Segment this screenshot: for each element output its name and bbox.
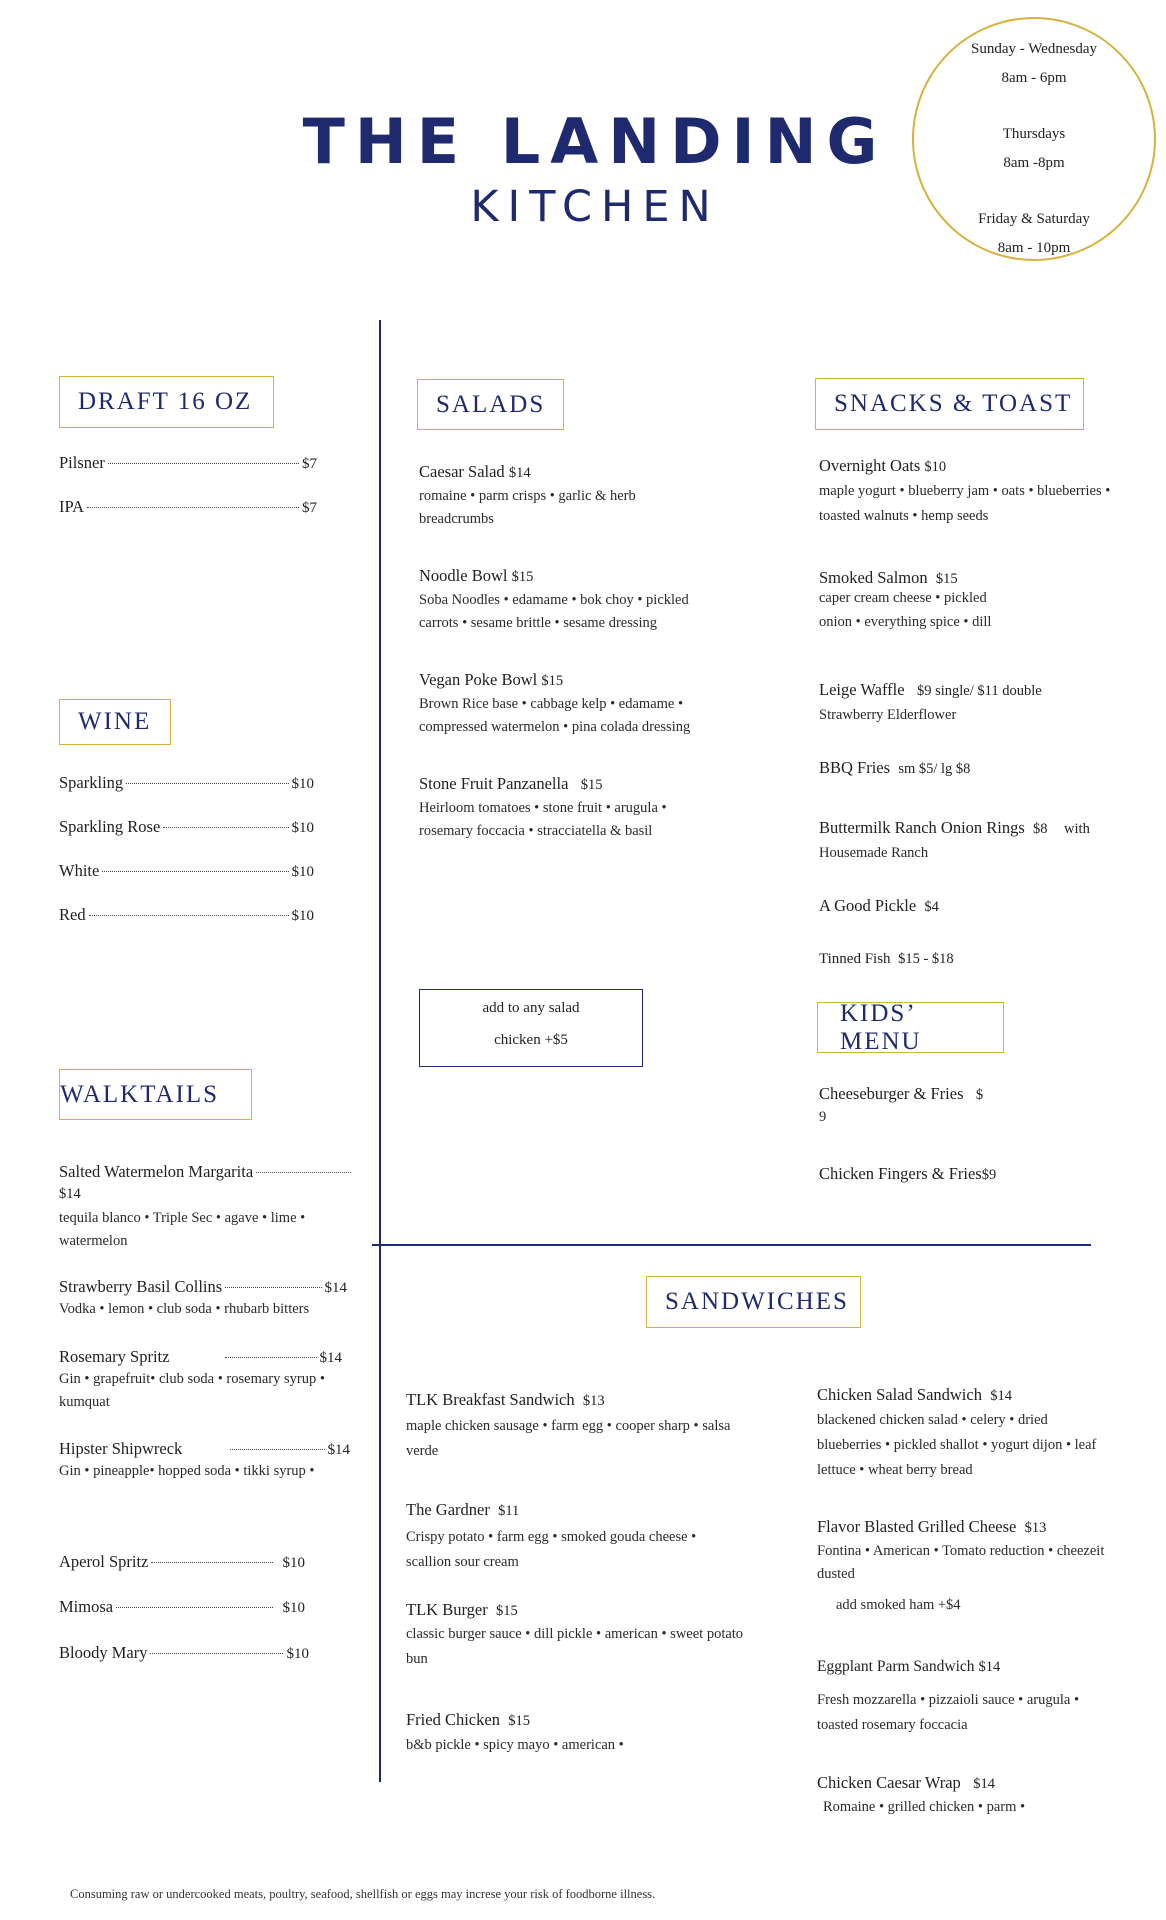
sandwich-item-name — [817, 1773, 995, 1793]
sandwich-name: TLK Burger — [406, 1600, 488, 1619]
salad-price: $15 — [541, 673, 564, 689]
snack-item-desc: onion • everything spice • dill — [819, 614, 992, 630]
wine-item — [59, 905, 314, 925]
leader-dots — [116, 1607, 272, 1608]
walktail-item — [59, 1643, 309, 1663]
sandwich-item-name — [406, 1600, 518, 1620]
salad-item-name — [419, 566, 533, 586]
addon-line-2: chicken +$5 — [494, 1032, 568, 1048]
walktail-item-name: Bloody Mary — [59, 1643, 148, 1662]
sandwich-price: $13 — [582, 1393, 605, 1409]
sandwich-price: $14 — [973, 1776, 995, 1792]
restaurant-title: THE LANDING — [302, 105, 888, 178]
walktail-item-desc: Vodka • lemon • club soda • rhubarb bitters — [59, 1301, 310, 1317]
snack-item-desc: toasted walnuts • hemp seeds — [819, 508, 989, 524]
sandwich-name: Eggplant Parm Sandwich — [817, 1658, 975, 1675]
sandwich-price: $14 — [978, 1659, 1001, 1675]
section-salads-title: SALADS — [417, 379, 564, 430]
snack-extra: with — [1064, 821, 1090, 837]
walktail-item — [59, 1277, 347, 1297]
sandwich-item-name — [817, 1517, 1046, 1537]
walktail-item-name: Salted Watermelon Margarita — [59, 1162, 254, 1181]
hours-days-1: Sunday - Wednesday — [971, 41, 1097, 57]
sandwich-name: Chicken Caesar Wrap — [817, 1773, 961, 1792]
draft-item-name: Pilsner — [59, 453, 105, 472]
walktail-item-desc: watermelon — [59, 1233, 128, 1249]
restaurant-subtitle: KITCHEN — [470, 182, 720, 232]
wine-item — [59, 817, 314, 837]
snack-item-name — [819, 568, 958, 588]
section-draft-title: DRAFT 16 OZ — [59, 376, 274, 428]
leader-dots — [225, 1357, 316, 1358]
sandwich-price: $14 — [990, 1388, 1012, 1404]
allergy-disclaimer: Consuming raw or undercooked meats, poultry, seafood, shellfish or eggs may increse your risk of foodborne illness. — [70, 1887, 656, 1901]
walktail-item — [59, 1597, 305, 1617]
sandwich-item-desc: bun — [406, 1651, 428, 1667]
sandwich-item-desc: toasted rosemary foccacia — [817, 1717, 968, 1733]
walktail-item-name: Hipster Shipwreck — [59, 1439, 183, 1458]
sandwich-name: Chicken Salad Sandwich — [817, 1385, 982, 1404]
walktail-item-price: $14 — [319, 1350, 342, 1366]
salad-item-desc: compressed watermelon • pina colada dressing — [419, 719, 691, 735]
sandwich-item-desc: dusted — [817, 1566, 855, 1582]
draft-item-price: $7 — [302, 500, 317, 516]
sandwich-item-name — [817, 1385, 1012, 1405]
sandwich-item-desc: Romaine • grilled chicken • parm • — [823, 1799, 1026, 1815]
wine-item-price: $10 — [291, 864, 314, 880]
leader-dots — [102, 871, 288, 872]
snack-item-desc: caper cream cheese • pickled — [819, 590, 987, 606]
hours-time-1: 8am - 6pm — [1001, 70, 1067, 86]
walktail-item-price: $10 — [282, 1555, 305, 1571]
sandwich-name: Fried Chicken — [406, 1710, 500, 1729]
sandwich-item-desc: Fresh mozzarella • pizzaioli sauce • arugula • — [817, 1692, 1080, 1708]
sandwich-name: Flavor Blasted Grilled Cheese — [817, 1517, 1017, 1536]
hours-days-3: Friday & Saturday — [978, 211, 1090, 227]
sandwich-item-desc: maple chicken sausage • farm egg • cooper sharp • salsa — [406, 1418, 731, 1434]
sandwich-name: TLK Breakfast Sandwich — [406, 1390, 575, 1409]
snack-name: Tinned Fish — [819, 951, 891, 967]
sandwich-price: $15 — [495, 1603, 518, 1619]
snack-item-name — [819, 680, 1042, 700]
wine-item-name: Sparkling Rose — [59, 817, 161, 836]
leader-dots — [151, 1562, 272, 1563]
draft-item — [59, 497, 317, 517]
leader-dots — [256, 1172, 351, 1173]
salad-item-desc: Heirloom tomatoes • stone fruit • arugula • — [419, 800, 667, 816]
leader-dots — [89, 915, 289, 916]
sandwich-price: $15 — [508, 1713, 530, 1729]
snack-price: $8 — [1033, 821, 1048, 837]
sandwich-item-desc: blackened chicken salad • celery • dried — [817, 1412, 1048, 1428]
snack-name: A Good Pickle — [819, 896, 917, 915]
snack-price: $9 single/ $11 double — [916, 683, 1042, 699]
wine-item-name: Sparkling — [59, 773, 124, 792]
salad-item-desc: Soba Noodles • edamame • bok choy • pickled — [419, 592, 689, 608]
snack-price: $15 — [935, 571, 958, 587]
sandwich-item-desc: blueberries • pickled shallot • yogurt dijon • leaf — [817, 1437, 1097, 1453]
walktail-item-price: $14 — [59, 1186, 81, 1202]
walktail-item-price: $14 — [327, 1442, 350, 1458]
snack-name: Overnight Oats — [819, 456, 921, 475]
leader-dots — [163, 827, 288, 828]
salad-item-desc: breadcrumbs — [419, 511, 494, 527]
salad-item-desc: Brown Rice base • cabbage kelp • edamame • — [419, 696, 684, 712]
section-snacks-title: SNACKS & TOAST — [815, 378, 1084, 430]
kids-item-name — [819, 1164, 996, 1184]
kids-item-name — [819, 1084, 983, 1104]
salad-item-name — [419, 774, 603, 794]
salad-name: Vegan Poke Bowl — [419, 670, 538, 689]
wine-item-price: $10 — [291, 776, 314, 792]
sandwich-item-name — [406, 1710, 530, 1730]
sandwich-name: The Gardner — [406, 1500, 490, 1519]
snack-item-desc: Housemade Ranch — [819, 845, 929, 861]
walktail-item-name: Rosemary Spritz — [59, 1347, 170, 1366]
sandwich-item-name — [406, 1500, 519, 1520]
hours-days-2: Thursdays — [1002, 126, 1066, 142]
section-sandwiches-title: SANDWICHES — [646, 1276, 861, 1328]
draft-item-price: $7 — [302, 456, 317, 472]
snack-item-desc: maple yogurt • blueberry jam • oats • blueberries • — [819, 483, 1111, 499]
leader-dots — [230, 1449, 324, 1450]
draft-item — [59, 453, 317, 473]
sandwich-item-desc: Crispy potato • farm egg • smoked gouda cheese • — [406, 1529, 697, 1545]
leader-dots — [150, 1653, 282, 1654]
walktail-item-name: Strawberry Basil Collins — [59, 1277, 223, 1296]
salad-addon-box — [419, 989, 643, 1067]
leader-dots — [108, 463, 299, 464]
wine-item-price: $10 — [291, 908, 314, 924]
sandwich-item-desc: lettuce • wheat berry bread — [817, 1462, 973, 1478]
walktail-item-desc: tequila blanco • Triple Sec • agave • lime • — [59, 1210, 306, 1226]
sandwich-item-desc: Fontina • American • Tomato reduction • cheezeit — [817, 1543, 1105, 1559]
section-wine-title: WINE — [59, 699, 171, 745]
walktail-item-price: $10 — [282, 1600, 305, 1616]
walktail-item-desc: kumquat — [59, 1394, 110, 1410]
snack-item-name — [819, 896, 939, 916]
walktail-item — [59, 1162, 354, 1182]
walktail-item-price: $14 — [324, 1280, 347, 1296]
sandwich-item-name — [406, 1390, 605, 1410]
snack-name: Leige Waffle — [819, 680, 905, 699]
snack-item-desc: Strawberry Elderflower — [819, 707, 957, 723]
snack-item-name — [819, 951, 954, 968]
salad-name: Noodle Bowl — [419, 566, 508, 585]
kids-name: Chicken Fingers & Fries — [819, 1164, 982, 1183]
sandwich-addon: add smoked ham +$4 — [836, 1597, 961, 1613]
sandwich-price: $13 — [1024, 1520, 1047, 1536]
sandwich-item-desc: b&b pickle • spicy mayo • american • — [406, 1737, 624, 1753]
draft-item-name: IPA — [59, 497, 85, 516]
snack-name: BBQ Fries — [819, 758, 891, 777]
sandwich-item-desc: verde — [406, 1443, 439, 1459]
wine-item-name: White — [59, 861, 100, 880]
walktail-item — [59, 1552, 305, 1572]
snack-price: $10 — [924, 459, 947, 475]
hours-badge — [912, 17, 1156, 261]
kids-name: Cheeseburger & Fries — [819, 1084, 964, 1103]
salad-item-name — [419, 462, 531, 482]
walktail-item-name: Mimosa — [59, 1597, 114, 1616]
salad-name: Caesar Salad — [419, 462, 505, 481]
kids-price: $9 — [981, 1167, 997, 1183]
salad-price: $15 — [511, 569, 534, 585]
wine-item-name: Red — [59, 905, 86, 924]
leader-dots — [87, 507, 299, 508]
sandwich-item-desc: classic burger sauce • dill pickle • american • sweet potato — [406, 1626, 744, 1642]
walktail-item-price: $10 — [286, 1646, 309, 1662]
snack-item-name — [819, 818, 1090, 838]
salad-item-name — [419, 670, 563, 690]
sandwich-divider — [372, 1244, 1091, 1246]
snack-price: $15 - $18 — [898, 951, 954, 967]
snack-price: sm $5/ lg $8 — [898, 761, 971, 777]
snack-name: Buttermilk Ranch Onion Rings — [819, 818, 1025, 837]
wine-item — [59, 773, 314, 793]
salad-price: $15 — [580, 777, 603, 793]
snack-name: Smoked Salmon — [819, 568, 928, 587]
salad-item-desc: carrots • sesame brittle • sesame dressing — [419, 615, 658, 631]
sandwich-price: $11 — [498, 1503, 520, 1519]
leader-dots — [126, 783, 288, 784]
walktail-item — [59, 1347, 342, 1367]
column-divider — [379, 320, 381, 1782]
hours-time-2: 8am -8pm — [1003, 155, 1065, 171]
walktail-item-name: Aperol Spritz — [59, 1552, 149, 1571]
salad-name: Stone Fruit Panzanella — [419, 774, 569, 793]
snack-item-name — [819, 456, 946, 476]
walktail-item-desc: Gin • pineapple• hopped soda • tikki syrup • — [59, 1463, 315, 1479]
walktail-item-desc: Gin • grapefruit• club soda • rosemary syrup • — [59, 1371, 325, 1387]
wine-item-price: $10 — [291, 820, 314, 836]
walktail-item — [59, 1439, 350, 1459]
kids-price-cont: 9 — [819, 1109, 827, 1125]
section-kids-title: KIDS’ MENU — [817, 1002, 1004, 1053]
kids-price: $ — [975, 1087, 984, 1103]
salad-price: $14 — [508, 465, 531, 481]
leader-dots — [225, 1287, 321, 1288]
salad-item-desc: rosemary foccacia • stracciatella & basil — [419, 823, 653, 839]
section-walktails-title: WALKTAILS — [59, 1069, 252, 1120]
salad-item-desc: romaine • parm crisps • garlic & herb — [419, 488, 636, 504]
wine-item — [59, 861, 314, 881]
hours-time-3: 8am - 10pm — [997, 240, 1071, 256]
sandwich-item-name — [817, 1658, 1000, 1676]
addon-line-1: add to any salad — [482, 1000, 580, 1016]
snack-price: $4 — [924, 899, 939, 915]
sandwich-item-desc: scallion sour cream — [406, 1554, 519, 1570]
snack-item-name — [819, 758, 970, 778]
